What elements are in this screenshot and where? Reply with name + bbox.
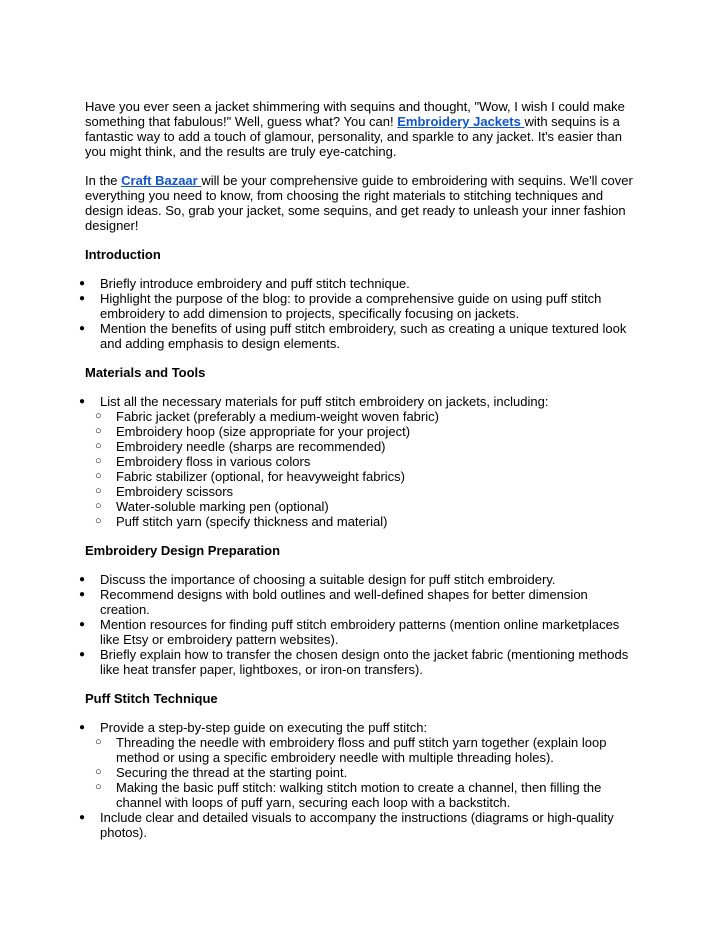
list-item: ● Briefly introduce embroidery and puff stitch technique. (85, 276, 641, 291)
list-item (85, 394, 641, 529)
second-text-start: In the (85, 173, 122, 188)
list-item-text: List all the necessary materials for puff stitch embroidery on jackets, including: (100, 394, 549, 409)
sublist-item: ○ Puff stitch yarn (specify thickness and material) (100, 514, 641, 529)
sublist-item: ○ Embroidery hoop (size appropriate for your project) (100, 424, 641, 439)
sublist-item: ○ Making the basic puff stitch: walking stitch motion to create a channel, then filling the channel with loops of puff yarn, securing each loop with a backstitch. (100, 780, 641, 810)
sublist-item: ○ Fabric stabilizer (optional, for heavyweight fabrics) (100, 469, 641, 484)
sublist-item: ○ Embroidery needle (sharps are recommended) (100, 439, 641, 454)
technique-sublist (100, 735, 641, 810)
intro-paragraph (85, 99, 641, 159)
list-item: ● Mention the benefits of using puff stitch embroidery, such as creating a unique textured look and adding emphasis to design elements. (85, 321, 641, 351)
list-item: ● Discuss the importance of choosing a suitable design for puff stitch embroidery. (85, 572, 641, 587)
document-body (85, 99, 641, 854)
list-item: ● Recommend designs with bold outlines and well-defined shapes for better dimension creation. (85, 587, 641, 617)
sublist-item: ○ Embroidery scissors (100, 484, 641, 499)
materials-list (85, 394, 641, 529)
section-title-design-preparation: Embroidery Design Preparation (85, 543, 281, 558)
section-title-introduction: Introduction (85, 247, 161, 262)
intro-text-start: Have you ever seen a jacket shimmering with sequins and thought, "Wow, I wish I could make something that fabulous!" Well, guess what? You can! (85, 99, 625, 129)
second-text-end: will be your comprehensive guide to embroidering with sequins. We'll cover everything you need to know, from choosing the right materials to stitching techniques and design ideas. So, grab your jacket, some sequins, and get ready to unleash your inner fashion designer! (85, 173, 633, 233)
sublist-item: ○ Threading the needle with embroidery floss and puff stitch yarn together (explain loop method or using a specific embroidery needle with multiple threading holes). (100, 735, 641, 765)
second-paragraph (85, 173, 641, 233)
list-item-text: Provide a step-by-step guide on executing the puff stitch: (100, 720, 428, 735)
list-item: ● Include clear and detailed visuals to accompany the instructions (diagrams or high-quality photos). (85, 810, 641, 840)
list-item: ● Briefly explain how to transfer the chosen design onto the jacket fabric (mentioning methods like heat transfer paper, lightboxes, or iron-on transfers). (85, 647, 641, 677)
design-preparation-list (85, 572, 641, 677)
sublist-item: ○ Water-soluble marking pen (optional) (100, 499, 641, 514)
sublist-item: ○ Embroidery floss in various colors (100, 454, 641, 469)
sublist-item: ○ Securing the thread at the starting point. (100, 765, 641, 780)
list-item (85, 720, 641, 810)
section-title-materials: Materials and Tools (85, 365, 206, 380)
list-item: ● Highlight the purpose of the blog: to provide a comprehensive guide on using puff stitch embroidery to add dimension to projects, specifically focusing on jackets. (85, 291, 641, 321)
list-item: ● Mention resources for finding puff stitch embroidery patterns (mention online marketplaces like Etsy or embroidery pattern websites). (85, 617, 641, 647)
sublist-item: ○ Fabric jacket (preferably a medium-weight woven fabric) (100, 409, 641, 424)
intro-text-end: with sequins is a fantastic way to add a touch of glamour, personality, and sparkle to any jacket. It's easier than you might think, and the results are truly eye-catching. (85, 114, 622, 159)
technique-list (85, 720, 641, 840)
craft-bazaar-link[interactable]: Craft Bazaar (121, 173, 202, 188)
materials-sublist (100, 409, 641, 529)
embroidery-jackets-link[interactable]: Embroidery Jackets (397, 114, 525, 129)
section-title-technique: Puff Stitch Technique (85, 691, 218, 706)
introduction-list (85, 276, 641, 351)
